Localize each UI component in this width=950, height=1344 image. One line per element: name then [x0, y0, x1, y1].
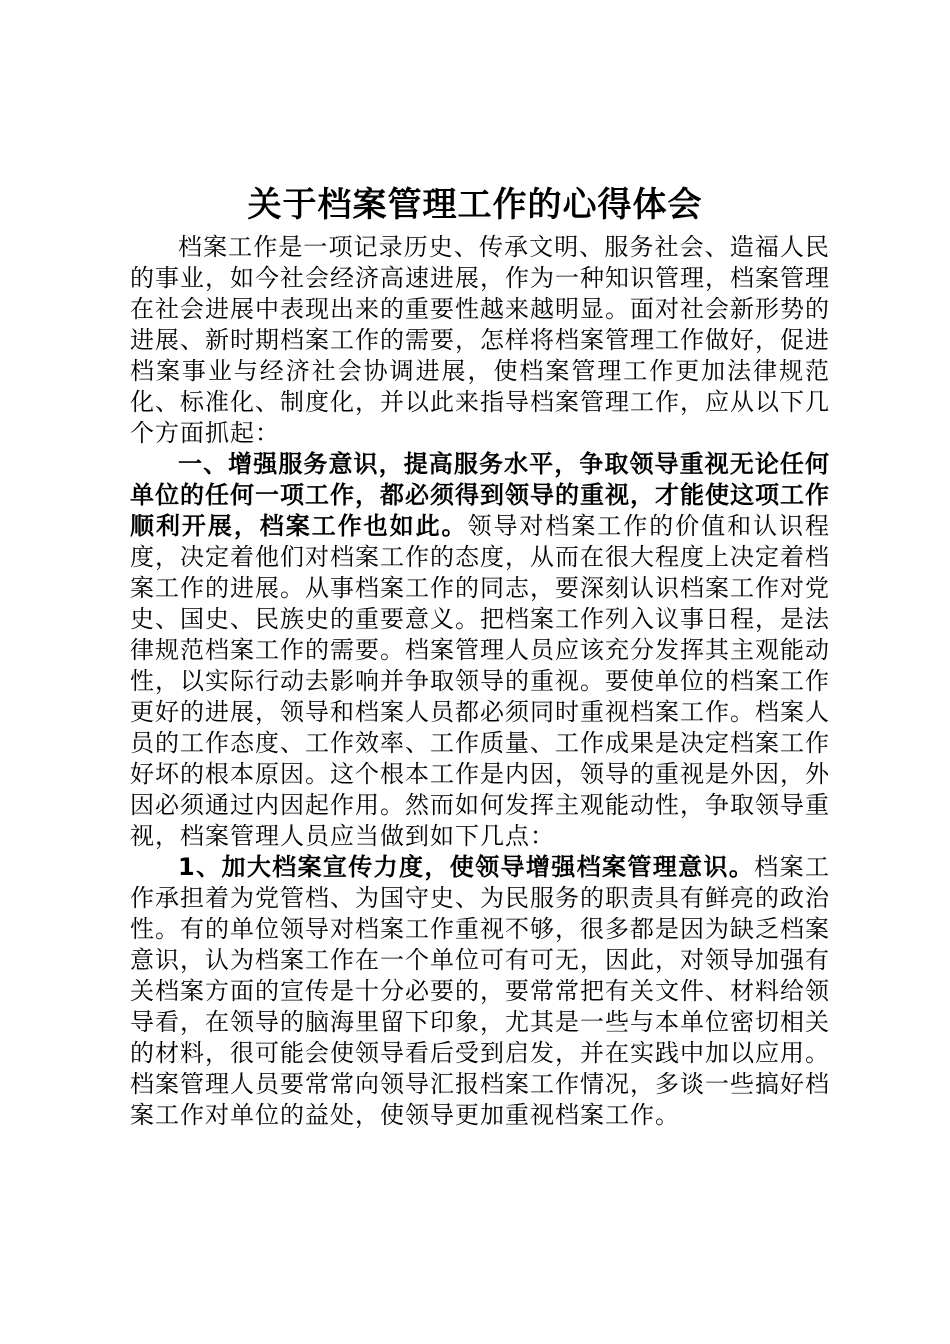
document-title: 关于档案管理工作的心得体会 — [247, 185, 703, 225]
document-body — [130, 232, 830, 1131]
section-one-heading: 一、增强服务意识，提高服务水平，争取领导重视无论任何单位的任何一项工作，都必须得到领导的重视，才能使这项工作顺利开展，档案工作也如此。 — [130, 450, 830, 540]
paragraph-intro-text: 档案工作是一项记录历史、传承文明、服务社会、造福人民的事业，如今社会经济高速进展，作为一种知识管理，档案管理在社会进展中表现出来的重要性越来越明显。面对社会新形势的进展、新时期档案工作的需要，怎样将档案管理工作做好，促进档案事业与经济社会协调进展，使档案管理工作更加法律规范化、标准化、制度化，并以此来指导档案管理工作，应从以下几个方面抓起： — [130, 233, 830, 447]
section-one-text: 领导对档案工作的价值和认识程度，决定着他们对档案工作的态度，从而在很大程度上决定着档案工作的进展。从事档案工作的同志，要深刻认识档案工作对党史、国史、民族史的重要意义。把档案工作列入议事日程，是法律规范档案工作的需要。档案管理人员应该充分发挥其主观能动性，以实际行动去影响并争取领导的重视。要使单位的档案工作更好的进展，领导和档案人员都必须同时重视档案工作。档案人员的工作态度、工作效率、工作质量、工作成果是决定档案工作好坏的根本原因。这个根本工作是内因，领导的重视是外因，外因必须通过内因起作用。然而如何发挥主观能动性，争取领导重视，档案管理人员应当做到如下几点： — [130, 512, 830, 850]
paragraph-section-one — [130, 449, 830, 852]
point-one-heading: 1、加大档案宣传力度，使领导增强档案管理意识。 — [178, 853, 755, 881]
point-one-text: 档案工作承担着为党管档、为国守史、为民服务的职责具有鲜亮的政治性。有的单位领导对档案工作重视不够，很多都是因为缺乏档案意识，认为档案工作在一个单位可有可无，因此，对领导加强有关档案方面的宣传是十分必要的，要常常把有关文件、材料给领导看，在领导的脑海里留下印象，尤其是一些与本单位密切相关的材料，很可能会使领导看后受到启发，并在实践中加以应用。档案管理人员要常常向领导汇报档案工作情况，多谈一些搞好档案工作对单位的益处，使领导更加重视档案工作。 — [130, 853, 831, 1129]
paragraph-point-one — [130, 852, 830, 1131]
paragraph-intro — [130, 232, 830, 449]
